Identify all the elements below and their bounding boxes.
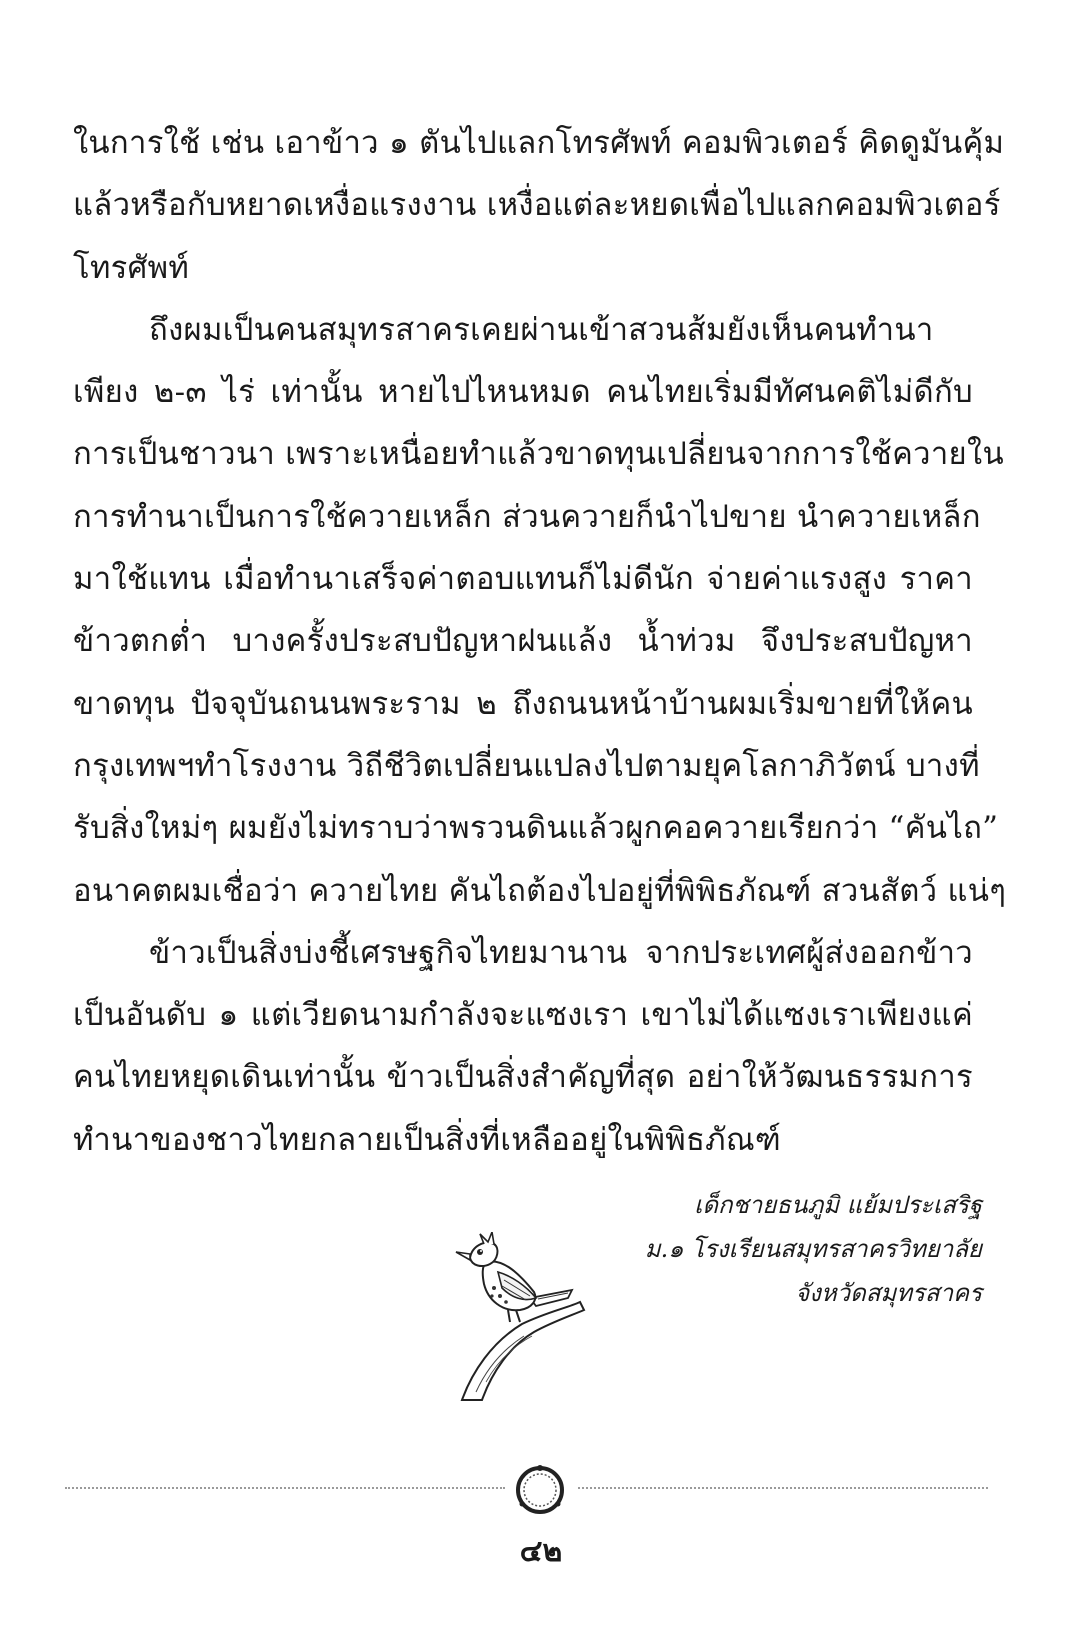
footer-divider-left: [65, 1487, 505, 1489]
text-line: กรุงเทพฯทำโรงงาน วิถีชีวิตเปลี่ยนแปลงไปตามยุคโลกาภิวัตน์ บางที่: [73, 747, 980, 784]
author-name: เด็กชายธนภูมิ แย้มประเสริฐ: [694, 1191, 982, 1219]
body-text: [73, 112, 1007, 1171]
text-line: โทรศัพท์: [73, 249, 190, 286]
author-school: ม.๑ โรงเรียนสมุทรสาครวิทยาลัย: [644, 1235, 982, 1263]
bird-on-branch-icon: [452, 1232, 592, 1402]
text-line: คนไทยหยุดเดินเท่านั้น ข้าวเป็นสิ่งสำคัญที่สุด อย่าให้วัฒนธรรมการ: [73, 1059, 973, 1096]
text-line: แล้วหรือกับหยาดเหงื่อแรงงาน เหงื่อแต่ละหยดเพื่อไปแลกคอมพิวเตอร์: [73, 187, 1001, 224]
author-province: จังหวัดสมุทรสาคร: [795, 1279, 982, 1307]
text-line: อนาคตผมเชื่อว่า ควายไทย คันไถต้องไปอยู่ที่พิพิธภัณฑ์ สวนสัตว์ แน่ๆ: [73, 872, 1007, 909]
text-line: ในการใช้ เช่น เอาข้าว ๑ ตันไปแลกโทรศัพท์ คอมพิวเตอร์ คิดดูมันคุ้ม: [73, 125, 1005, 161]
footer-divider-right: [578, 1487, 988, 1489]
text-line: ทำนาของชาวไทยกลายเป็นสิ่งที่เหลืออยู่ในพิพิธภัณฑ์: [73, 1121, 781, 1158]
text-line: ขาดทุน ปัจจุบันถนนพระราม ๒ ถึงถนนหน้าบ้านผมเริ่มขายที่ให้คน: [73, 685, 973, 722]
text-line: รับสิ่งใหม่ๆ ผมยังไม่ทราบว่าพรวนดินแล้วผูกคอควายเรียกว่า “คันไถ”: [73, 810, 999, 847]
text-line: ถึงผมเป็นคนสมุทรสาครเคยผ่านเข้าสวนส้มยังเห็นคนทำนา: [149, 311, 934, 348]
text-line: การเป็นชาวนา เพราะเหนื่อยทำแล้วขาดทุนเปลี่ยนจากการใช้ควายใน: [73, 436, 1004, 473]
text-line: การทำนาเป็นการใช้ควายเหล็ก ส่วนควายก็นำไปขาย นำควายเหล็ก: [73, 498, 981, 535]
text-line: ข้าวตกต่ำ บางครั้งประสบปัญหาฝนแล้ง น้ำท่วม จึงประสบปัญหา: [73, 623, 973, 660]
text-line: เป็นอันดับ ๑ แต่เวียดนามกำลังจะแซงเรา เขาไม่ได้แซงเราเพียงแค่: [73, 997, 973, 1034]
ring-ornament-icon: [510, 1460, 570, 1520]
page-number: ๔๒: [519, 1534, 563, 1569]
author-attribution: [645, 1183, 982, 1315]
text-line: ข้าวเป็นสิ่งบ่งชี้เศรษฐกิจไทยมานาน จากประเทศผู้ส่งออกข้าว: [149, 934, 973, 971]
text-line: เพียง ๒-๓ ไร่ เท่านั้น หายไปไหนหมด คนไทยเริ่มมีทัศนคติไม่ดีกับ: [73, 374, 973, 411]
text-line: มาใช้แทน เมื่อทำนาเสร็จค่าตอบแทนก็ไม่ดีนัก จ่ายค่าแรงสูง ราคา: [73, 561, 973, 598]
